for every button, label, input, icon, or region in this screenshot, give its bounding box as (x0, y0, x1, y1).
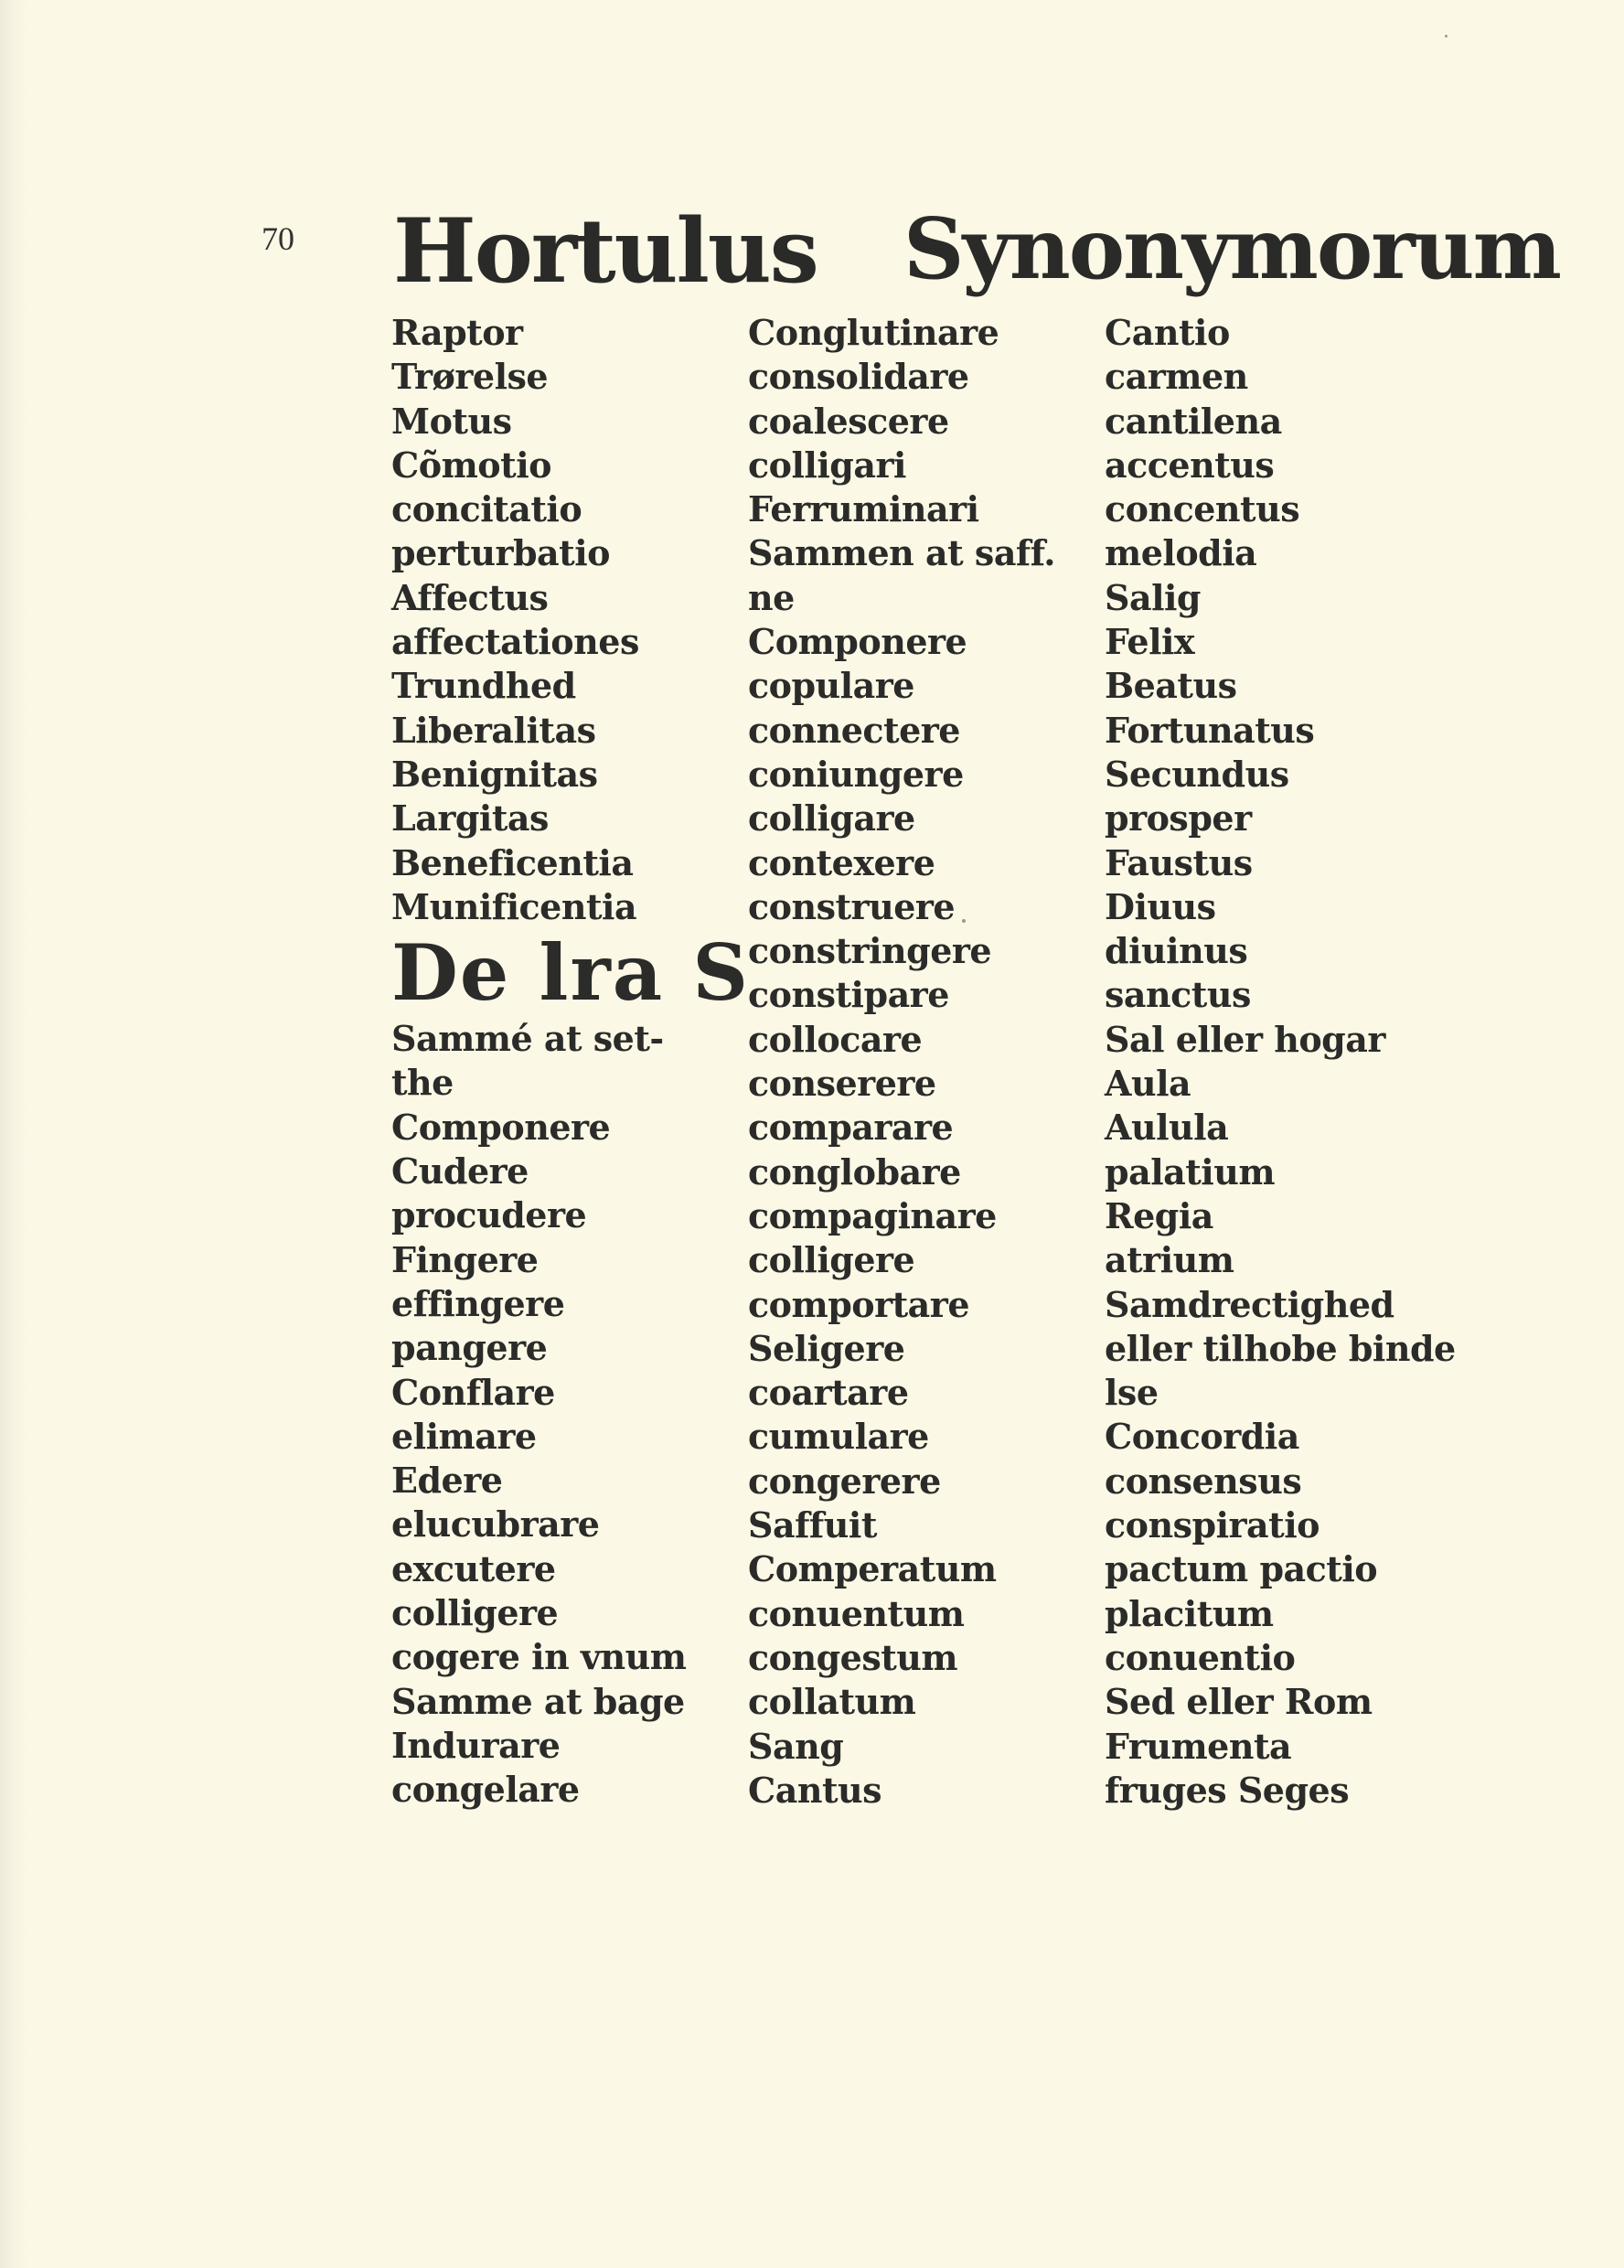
word-entry: concitatio (391, 488, 582, 530)
word-entry: pactum pactio (1105, 1548, 1378, 1590)
word-entry: collatum (748, 1681, 916, 1723)
word-entry: Cantio (1105, 312, 1230, 353)
word-entry: congestum (748, 1636, 958, 1678)
word-entry: accentus (1105, 444, 1275, 486)
word-column-1 (391, 311, 750, 1813)
word-entry: Trørelse (391, 356, 549, 398)
word-entry: conglobare (748, 1150, 961, 1193)
word-entry: Samme at bage (391, 1680, 685, 1722)
word-entry: colligare (748, 797, 915, 840)
word-entry: procudere (391, 1194, 587, 1236)
word-entry: Beneficentia (391, 841, 634, 883)
word-entry: conuentum (748, 1592, 965, 1634)
word-entry: Munificentia (391, 885, 637, 927)
word-entry: congerere (748, 1460, 941, 1502)
word-entry: Frumenta (1105, 1725, 1292, 1767)
word-entry: Felix (1105, 621, 1195, 663)
word-entry: comparare (748, 1107, 954, 1149)
word-entry: elucubrare (391, 1503, 600, 1546)
word-entry: lse (1105, 1372, 1159, 1414)
word-entry: constipare (748, 974, 949, 1016)
word-entry: placitum (1105, 1592, 1274, 1634)
word-entry: Faustus (1105, 841, 1253, 883)
ink-speck (1445, 35, 1448, 37)
word-entry: colligari (748, 444, 906, 486)
word-entry: connectere (748, 709, 960, 751)
word-entry: Largitas (391, 797, 549, 840)
word-entry: Secundus (1105, 753, 1289, 795)
word-entry: palatium (1105, 1150, 1276, 1193)
word-entry: copulare (748, 665, 914, 707)
word-entry: Concordia (1105, 1416, 1299, 1458)
word-entry: comportare (748, 1283, 969, 1325)
word-entry: Cõmotio (391, 444, 551, 486)
word-entry: Indurare (391, 1724, 561, 1766)
word-entry: sanctus (1105, 974, 1251, 1016)
word-entry: collocare (748, 1018, 923, 1060)
word-entry: Componere (748, 621, 967, 663)
word-entry: carmen (1105, 356, 1248, 398)
word-entry: Aula (1105, 1063, 1191, 1105)
word-entry: Benignitas (391, 753, 598, 795)
word-entry: Affectus (391, 576, 549, 618)
page-edge (0, 0, 27, 2268)
word-column-2 (748, 311, 1055, 1813)
word-entry: Sal eller hogar (1105, 1018, 1385, 1060)
word-entry: cumulare (748, 1416, 929, 1458)
word-entry: Fortunatus (1105, 709, 1315, 751)
word-entry: ne (748, 576, 795, 618)
word-entry: Motus (391, 400, 512, 442)
word-entry: Sang (748, 1725, 844, 1767)
word-entry: atrium (1105, 1239, 1234, 1281)
ink-speck (962, 919, 966, 923)
word-entry: Aulula (1105, 1107, 1229, 1149)
word-entry: congelare (391, 1769, 580, 1811)
word-entry: eller tilhobe binde (1105, 1327, 1456, 1369)
word-column-3 (1105, 311, 1456, 1813)
word-entry: colligere (748, 1239, 915, 1281)
word-entry: contexere (748, 841, 935, 883)
word-entry: diuinus (1105, 930, 1248, 972)
word-entry: pangere (391, 1327, 548, 1369)
word-entry: consensus (1105, 1460, 1302, 1502)
word-entry: Trundhed (391, 665, 576, 707)
word-entry: Sammen at saff. (748, 532, 1056, 574)
word-entry: Diuus (1105, 885, 1216, 927)
word-entry: excutere (391, 1547, 556, 1589)
word-entry: coartare (748, 1372, 909, 1414)
word-entry: consolidare (748, 356, 969, 398)
word-entry: Seligere (748, 1327, 905, 1369)
word-entry: concentus (1105, 488, 1300, 530)
word-entry: colligere (391, 1592, 559, 1634)
word-entry: prosper (1105, 797, 1252, 840)
word-entry: perturbatio (391, 532, 610, 574)
word-entry: fruges Seges (1105, 1769, 1350, 1811)
word-entry: constringere (748, 930, 992, 972)
word-entry: Conglutinare (748, 312, 999, 353)
word-entry: Salig (1105, 576, 1202, 618)
word-entry: effingere (391, 1282, 565, 1324)
word-entry: conserere (748, 1063, 936, 1105)
word-entry: Cudere (391, 1150, 529, 1193)
word-entry: Raptor (391, 312, 523, 353)
word-entry: Regia (1105, 1194, 1213, 1236)
word-entry: conspiratio (1105, 1504, 1320, 1546)
word-entry: cantilena (1105, 400, 1282, 442)
word-entry: Liberalitas (391, 709, 596, 751)
word-entry: affectationes (391, 621, 639, 663)
word-entry: the (391, 1062, 454, 1104)
heading-hortulus: Hortulus (393, 199, 817, 303)
word-entry: coniungere (748, 753, 964, 795)
word-entry: Fingere (391, 1238, 539, 1280)
word-entry: Cantus (748, 1769, 882, 1811)
heading-synonymorum: Synonymorum (903, 199, 1560, 298)
word-entry: Samdrectighed (1105, 1283, 1394, 1325)
page-number: 70 (262, 220, 294, 257)
word-entry: Sammé at set- (391, 1018, 664, 1060)
word-entry: construere (748, 885, 956, 927)
word-entry: De lra S (391, 927, 751, 1019)
word-entry: Beatus (1105, 665, 1237, 707)
word-entry: Ferruminari (748, 488, 979, 530)
word-entry: Edere (391, 1460, 503, 1502)
word-entry: Comperatum (748, 1548, 997, 1590)
word-entry: melodia (1105, 532, 1257, 574)
word-entry: Sed eller Rom (1105, 1681, 1373, 1723)
word-entry: elimare (391, 1415, 537, 1457)
word-entry: compaginare (748, 1194, 997, 1236)
word-entry: Componere (391, 1106, 611, 1148)
word-entry: conuentio (1105, 1636, 1296, 1678)
word-entry: cogere in vnum (391, 1636, 687, 1678)
word-entry: coalescere (748, 400, 949, 442)
word-entry: Saffuit (748, 1504, 877, 1546)
word-entry: Conflare (391, 1371, 555, 1413)
